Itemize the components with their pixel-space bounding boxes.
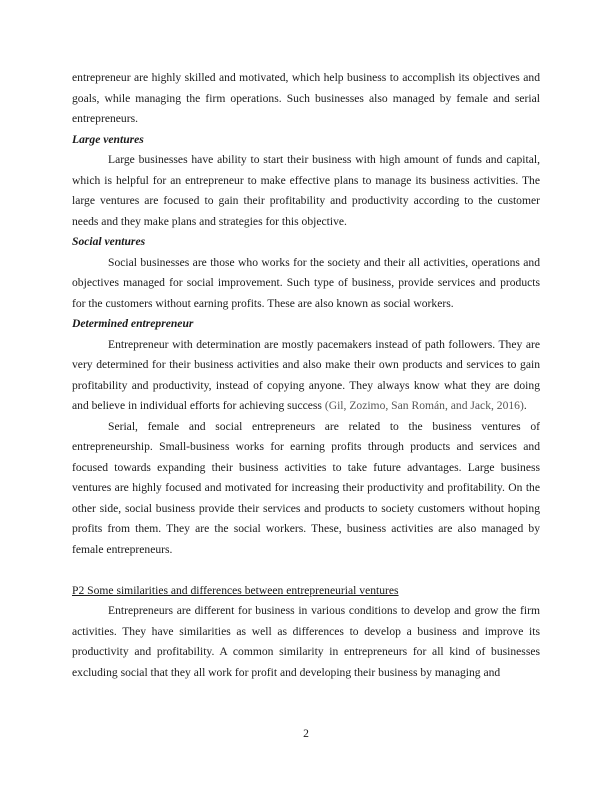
paragraph-continued: entrepreneur are highly skilled and motivated, which help business to accomplish its objectives and goals, while managing the firm operations. Such businesses also managed by female and serial entrepreneurs. xyxy=(72,71,540,125)
paragraph-determined-entrepreneur xyxy=(72,335,540,417)
heading-determined-entrepreneur: Determined entrepreneur xyxy=(72,317,194,330)
paragraph-large-ventures: Large businesses have ability to start their business with high amount of funds and capital, which is helpful for an entrepreneur to make effective plans to manage its business activities. The large ventures are focused to gain their profitability and productivity according to the customer needs and they make plans and strategies for this objective. xyxy=(72,153,540,228)
citation: (Gil, Zozimo, San Román, and Jack, 2016) xyxy=(324,399,524,412)
document-page xyxy=(72,68,540,683)
heading-social-ventures: Social ventures xyxy=(72,235,146,248)
paragraph-summary: Serial, female and social entrepreneurs are related to the business ventures of entrepreneurship. Small-business works for earning profits through products and services and focused towards expanding their business activities to take future advantages. Large business ventures are highly focused and motivated for increasing their productivity and profitability. On the other side, social business provide their services and products to society customers without hoping profits from them. They are the social workers. These, business activities are also managed by female entrepreneurs. xyxy=(72,419,540,556)
paragraph-p2: Entrepreneurs are different for business in various conditions to develop and grow the firm activities. They have similarities as well as differences to develop a business and improve its productivity and profitability. A common similarity in entrepreneurs for all kind of businesses excluding social that they all work for profit and developing their business by managing and xyxy=(72,604,540,679)
paragraph-determined-text: Entrepreneur with determination are mostly pacemakers instead of path followers. They are very determined for their business activities and also make their own products and services to gain profitability and productivity, instead of copying anyone. They always know what they are doing and believe in individual efforts for achieving success xyxy=(72,337,540,412)
paragraph-social-ventures: Social businesses are those who works for the society and their all activities, operations and objectives managed for social improvement. Such type of business, provide services and products for the customers without earning profits. These are also known as social workers. xyxy=(72,255,540,310)
paragraph-determined-end: . xyxy=(523,399,527,412)
section-title-p2: P2 Some similarities and differences between entrepreneurial ventures xyxy=(72,583,399,597)
page-number: 2 xyxy=(303,727,309,740)
heading-large-ventures: Large ventures xyxy=(72,132,144,146)
